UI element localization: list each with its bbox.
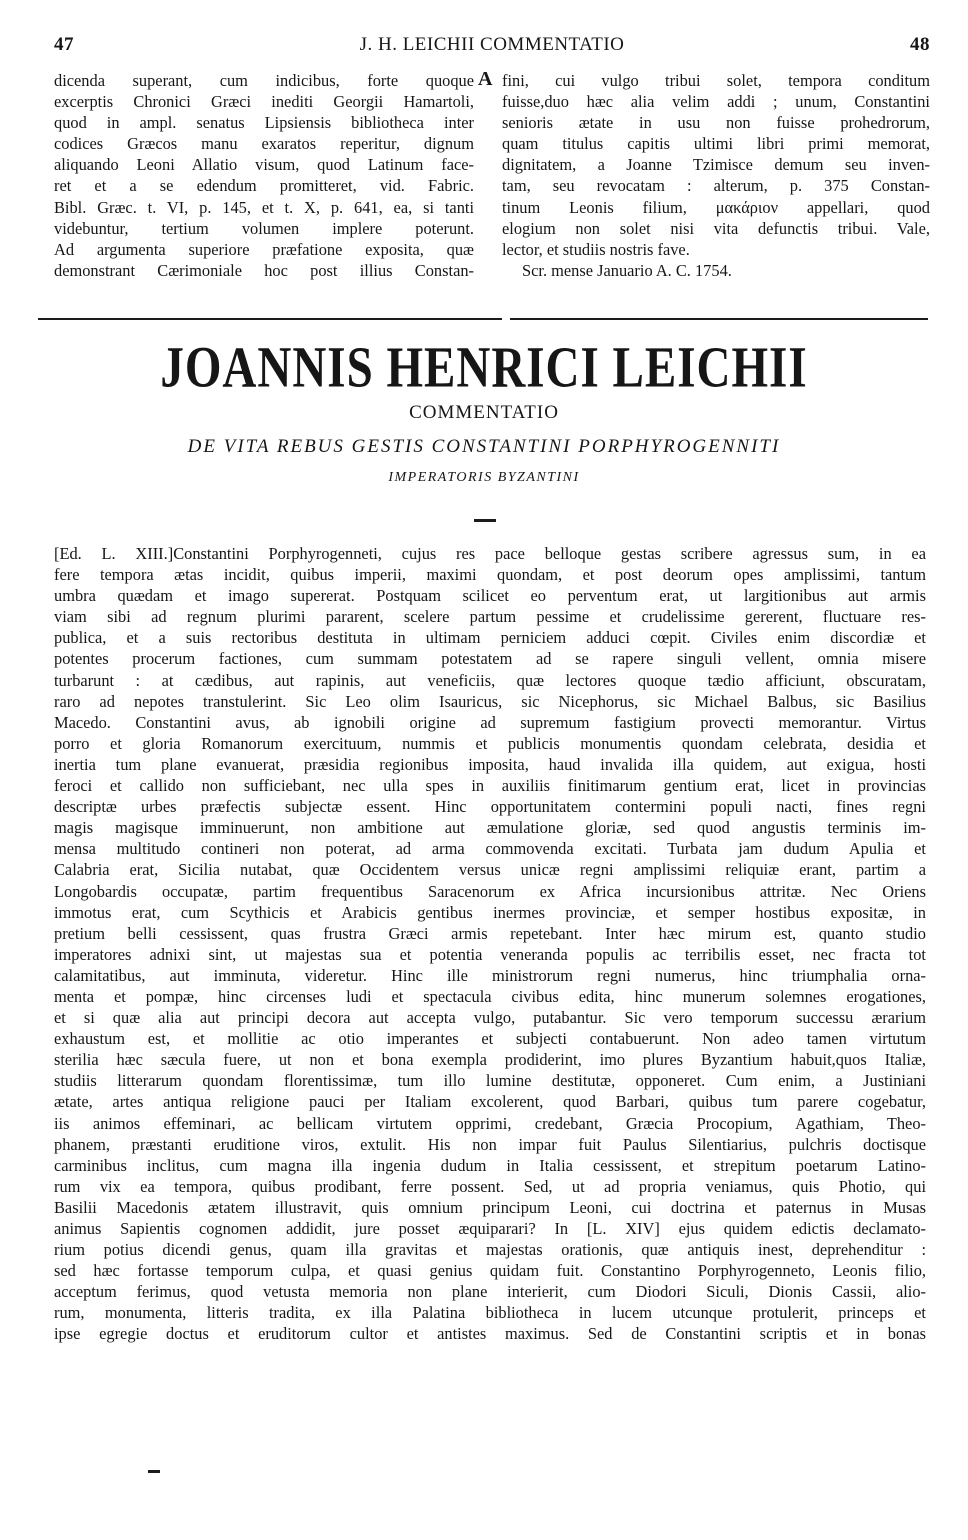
text-line: quam titulus capitis ultimi libri primi memorat,	[502, 134, 930, 154]
page-number-left: 47	[54, 34, 74, 55]
running-title: J. H. LEICHII COMMENTATIO	[359, 34, 625, 55]
body-line: calamitatibus, aut imminuta, videretur. Hinc ille ministrorum regni numerus, hinc triumphalia orna-	[54, 965, 926, 985]
body-line: [Ed. L. XIII.]Constantini Porphyrogenneti, cujus res pace belloque gestas scribere agressus sum, in ea	[54, 544, 926, 563]
preface-left-column	[54, 70, 474, 281]
text-line: tinum Leonis filium, μακάριον appellari, quod	[502, 197, 930, 217]
italic-subtitle: IMPERATORIS BYZANTINI	[388, 470, 580, 485]
body-line: ætate, artes antiqua religione pauci per Italiam excolerent, quod Barbari, quibus tum parere cogebatur,	[54, 1092, 926, 1112]
text-line: demonstrant Cærimoniale hoc post illius Constan-	[54, 260, 474, 280]
text-line: senioris ætate in usu non fuisse prohedrorum,	[502, 113, 930, 133]
text-line: tam, seu revocatam : alterum, p. 375 Constan-	[502, 176, 930, 196]
body-line: inertia tum plane evanuerat, præsidia regionibus imposita, haud invalida illa quidem, aut exigua, hosti	[54, 754, 926, 774]
body-line: mensa multitudo contineri non poterat, ad arma commovenda excitati. Turbata jam dudum Apulia et	[54, 839, 926, 859]
text-line: Ad argumenta superiore præfatione exposita, quæ	[54, 239, 474, 259]
body-line: phanem, præstanti eruditione viros, extulit. His non impar fuit Paulus Silentiarius, pulchris doctisque	[54, 1134, 926, 1154]
body-line: rum, monumenta, litteris tradita, ex illa Palatina bibliotheca in lucem utcunque protulerit, princeps et	[54, 1303, 926, 1323]
section-rule-right	[510, 318, 928, 320]
body-line: imperatores adnixi sint, ut majestas sua et potentia veneranda populis ac terribilis esset, nec fracta tot	[54, 944, 926, 964]
text-line: aliquando Leoni Allatio visum, quod Latinum face-	[54, 155, 474, 175]
section-rule-left	[38, 318, 502, 320]
body-line: immotus erat, cum Scythicis et Arabicis gentibus inermes provinciæ, et semper hostibus expositæ, in	[54, 902, 926, 922]
body-line: fere tempora ætas incidit, quibus imperii, maximi quondam, et post deorum opes amplissimi, tantum	[54, 565, 926, 585]
body-line: Longobardis occupatæ, partim frequentibus Saracenorum ex Africa incursionibus attritæ. Nec Oriens	[54, 881, 926, 901]
text-line: Bibl. Græc. t. VI, p. 145, et t. X, p. 641, ea, si tanti	[54, 197, 474, 217]
body-line: rium potius dicendi genus, quam illa gravitas et majestas orationis, quæ antiquis inest, deprehenditur :	[54, 1240, 926, 1260]
body-line: magis magisque imminuerunt, non ambitione aut æmulatione gloriæ, sed quod angustis terminis im-	[54, 818, 926, 838]
text-line: dignitatem, a Joanne Tzimisce demum seu inven-	[502, 155, 930, 175]
text-line: elogium non solet nisi vita defunctis tribui. Vale,	[502, 218, 930, 238]
body-line: umbra quædam et imago supererat. Postquam scilicet eo perventum erat, ut largitionibus aut armis	[54, 586, 926, 606]
body-line: potentes procerum factiones, cum summam potestatem ad se rapere singuli vellent, omnia misere	[54, 649, 926, 669]
body-line: exhaustum est, et mollitie ac otio imperantes et subjecti contabuerunt. Non adeo tamen virtutum	[54, 1029, 926, 1049]
title-dash	[474, 519, 496, 522]
body-line: Calabria erat, Sicilia nutabat, quæ Occidentem versus unicæ regni amplissimi reliquiæ erant, partim a	[54, 860, 926, 880]
body-line: ipse egregie doctus et eruditorum cultor et antistes maximus. Sed de Constantini scriptis et in bonas	[54, 1324, 926, 1344]
body-line: feroci et callido non sufficiebant, nec ulla spes in auxiliis finitimarum gentium erat, licet in provincias	[54, 776, 926, 796]
body-line: descriptæ urbes præfectis subjectæ essent. Hinc opportunitatem contermini populi nacti, fines regni	[54, 797, 926, 817]
commentatio-body	[54, 543, 926, 1345]
body-line: animus Sapientis cognomen addidit, jure posset æquiparari? In [L. XIV] ejus quidem edictis declamato-	[54, 1219, 926, 1238]
body-line: raro ad nepotes transtulerint. Sic Leo olim Isauricus, sic Nicephorus, sic Michael Balbus, sic Basilius	[54, 691, 926, 711]
body-line: sed hæc fortasse temporum culpa, et quasi genius quidam fuit. Constantino Porphyrogenneto, Leonis filio,	[54, 1261, 926, 1281]
subtitle: COMMENTATIO	[409, 402, 559, 423]
preface-right-column	[502, 70, 930, 281]
body-line: iis animos effeminari, ac bellicam virtutem opprimi, credebant, Græcia Procopium, Agathiam, Theo-	[54, 1113, 926, 1133]
text-line: ret et a se edendum promitteret, vid. Fabric.	[54, 176, 474, 196]
signature-line: Scr. mense Januario A. C. 1754.	[522, 260, 732, 280]
body-line: Macedo. Constantini avus, ab ignobili origine ad supremum fastigium provecti memorantur. Virtus	[54, 712, 926, 732]
main-title: JOANNIS HENRICI LEICHII	[160, 335, 808, 400]
italic-title: DE VITA REBUS GESTIS CONSTANTINI PORPHYROGENNITI	[187, 436, 781, 457]
running-head	[54, 34, 930, 60]
body-line: porro et gloria Romanorum exercituum, nummis et publicis monumentis quondam celebrata, desidia et	[54, 733, 926, 753]
text-line: videbuntur, tertium volumen implere poterunt.	[54, 218, 474, 238]
body-line: acceptum ferimus, quod vetusta memoria non plane interierit, cum Diodori Siculi, Dionis Cassii, alio-	[54, 1282, 926, 1302]
body-line: sterilia hæc sæcula fuere, ut non et bona exempla prodiderint, imo plures Byzantium habuit,quos Italiæ,	[54, 1050, 926, 1070]
body-line: pretium belli cessissent, quas frustra Græci armis repetebant. Inter hæc mirum est, quanto studio	[54, 923, 926, 943]
text-line: quod in ampl. senatus Lipsiensis bibliotheca inter	[54, 113, 474, 133]
body-line: Basilii Macedonis ætatem illustravit, quis omnium principum Leoni, cui doctrina et paternus in Musas	[54, 1197, 926, 1217]
body-line: et si quæ alia aut principi decora aut accepta vulgo, putabantur. Sic vero temporum successu ærarium	[54, 1008, 926, 1028]
body-line: publica, et a suis rectoribus destituta in ultimam perniciem adduci cœpit. Civiles enim discordiæ et	[54, 628, 926, 648]
text-line: excerptis Chronici Græci inediti Georgii Hamartoli,	[54, 92, 474, 112]
text-line: fini, cui vulgo tribui solet, tempora conditum	[502, 71, 930, 90]
footer-mark	[148, 1470, 160, 1473]
text-line: lector, et studiis nostris fave.	[502, 239, 690, 259]
body-line: studiis litterarum quondam florentissimæ, tum illo lumine destitutæ, opponeret. Cum enim, a Justiniani	[54, 1071, 926, 1091]
body-line: carminibus inclitus, cum magna illa ingenia dudum in Italia cessissent, et strepitum poetarum Latino-	[54, 1155, 926, 1175]
page-number-right: 48	[910, 34, 930, 55]
body-line: turbarunt : at cædibus, aut rapinis, aut veneficiis, quæ lectores quoque tædio afficiunt, obscuratam,	[54, 670, 926, 690]
text-line: fuisse,duo hæc alia velim addi ; unum, Constantini	[502, 92, 930, 112]
text-line: dicenda superant, cum indicibus, forte quoque	[54, 71, 474, 90]
column-marker: A	[478, 68, 493, 90]
body-line: viam sibi ad regnum plurimi pararent, scelere partum pessime et crudelissime gererent, fluctuare res-	[54, 607, 926, 627]
text-line: codices Græcos manu exaratos reperitur, dignum	[54, 134, 474, 154]
body-line: menta et pompæ, hinc circenses ludi et spectacula civibus edita, hinc munerum solemnes erogationes,	[54, 986, 926, 1006]
body-line: rum vix ea tempora, quibus prodibant, ferre possent. Sed, ut ad propria veniamus, quis Photio, qui	[54, 1176, 926, 1196]
